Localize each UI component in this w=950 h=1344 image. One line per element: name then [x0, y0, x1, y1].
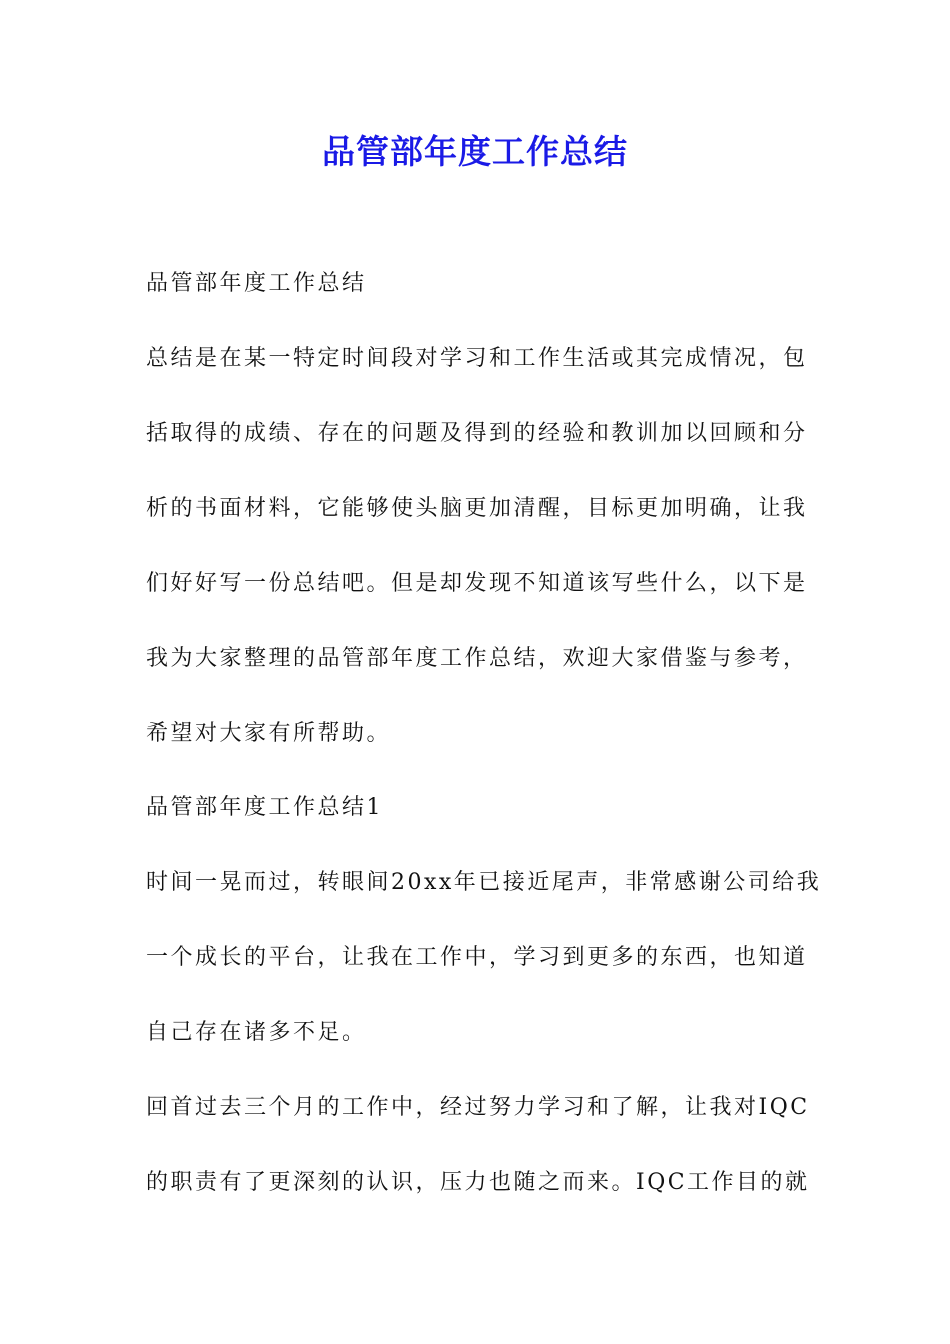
- section-heading: 品管部年度工作总结1: [146, 795, 383, 820]
- paragraph-line: 一个成长的平台，让我在工作中，学习到更多的东西，也知道: [146, 945, 808, 970]
- paragraph-line: 总结是在某一特定时间段对学习和工作生活或其完成情况，包: [146, 346, 808, 371]
- paragraph-line: 我为大家整理的品管部年度工作总结，欢迎大家借鉴与参考，: [146, 646, 808, 671]
- paragraph-line: 时间一晃而过，转眼间20xx年已接近尾声，非常感谢公司给我: [146, 870, 822, 895]
- paragraph-line: 们好好写一份总结吧。但是却发现不知道该写些什么，以下是: [146, 571, 808, 596]
- paragraph-line: 析的书面材料，它能够使头脑更加清醒，目标更加明确，让我: [146, 496, 808, 521]
- paragraph-line: 回首过去三个月的工作中，经过努力学习和了解，让我对IQC: [146, 1095, 810, 1120]
- paragraph-line: 自己存在诸多不足。: [146, 1020, 367, 1045]
- paragraph-line: 括取得的成绩、存在的问题及得到的经验和教训加以回顾和分: [146, 421, 808, 446]
- paragraph-line: 希望对大家有所帮助。: [146, 721, 392, 746]
- document-subtitle: 品管部年度工作总结: [146, 271, 367, 296]
- page-title: 品管部年度工作总结: [322, 132, 628, 171]
- paragraph-line: 的职责有了更深刻的认识，压力也随之而来。IQC工作目的就: [146, 1170, 810, 1195]
